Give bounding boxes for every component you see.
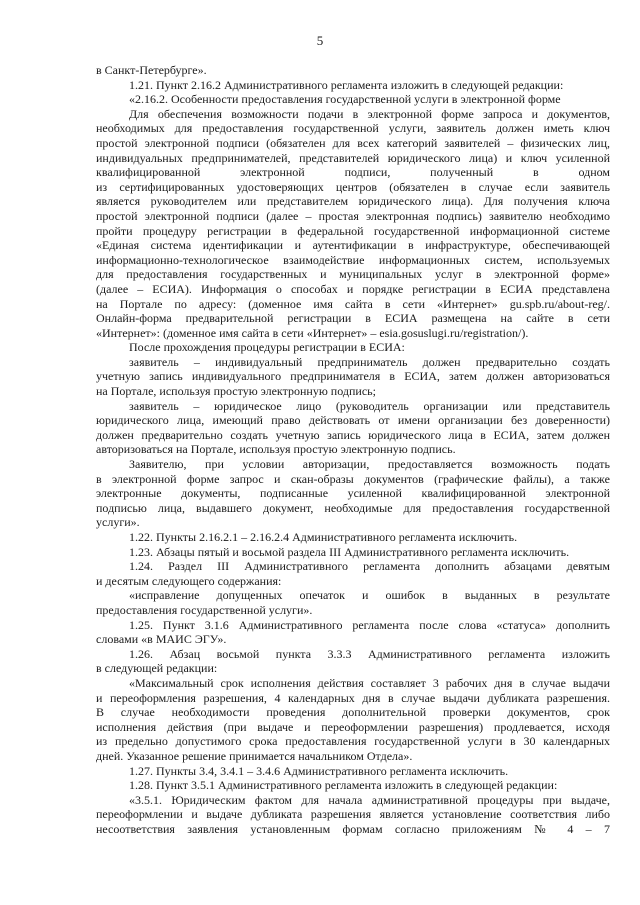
text-line: дней. Указанное решение принимается начальником Отдела». (96, 748, 413, 763)
text-line: пройти процедуру регистрации в федеральной государственной информационной системе (96, 223, 610, 238)
text-line: и переоформления разрешения, 4 календарных дня в случае выдачи дубликата разрешения. (96, 690, 610, 705)
text-line: «3.5.1. Юридическим фактом для начала административной процедуры при выдаче, (129, 792, 610, 807)
text-line: предоставления государственной услуги». (96, 602, 313, 617)
text-line: на Портале по адресу: (доменное имя сайта в сети «Интернет» gu.spb.ru/about-reg/. (96, 296, 610, 311)
text-line: является руководителем или представителем юридического лица). Для получения ключа (96, 194, 610, 209)
text-line: простой электронной подписи (далее – простая электронная подпись) заявителю необходимо (96, 208, 610, 223)
text-line: юридического лица, имеющий право действовать от имени организации без доверенности) (96, 413, 610, 428)
text-line: из предельно допустимого срока предоставления государственной услуги в 30 календарных (96, 734, 610, 749)
text-line: для предоставления государственных и муниципальных услуг в электронной форме» (96, 267, 610, 282)
text-line: Онлайн-форма предварительной регистрации в ЕСИА размещена на сайте в сети (96, 311, 610, 326)
text-line: простой электронной подписи (обязателен для всех категорий заявителей – физических лиц, (96, 135, 610, 150)
text-line: из сертифицированных удостоверяющих центров (обязателен в случае если заявитель (96, 179, 610, 194)
text-line: в следующей редакции: (96, 661, 218, 676)
text-line: Для обеспечения возможности подачи в электронной форме запроса и документов, (129, 106, 610, 121)
text-line: 1.27. Пункты 3.4, 3.4.1 – 3.4.6 Административного регламента исключить. (129, 763, 509, 778)
text-line: учетную запись индивидуального предпринимателя в ЕСИА, затем должен авторизоваться (96, 369, 610, 384)
text-line: заявитель – индивидуальный предприниматель должен предварительно создать (129, 354, 610, 369)
text-line: должен предварительно создать учетную запись юридического лица в ЕСИА, затем должен (96, 427, 610, 442)
text-line: 1.24. Раздел III Административного регламента дополнить абзацами девятым (129, 559, 610, 574)
text-line: индивидуальных предпринимателей, представителей юридического лица) и ключ усиленной (96, 150, 610, 165)
text-line: «2.16.2. Особенности предоставления государственной услуги в электронной форме (129, 92, 561, 107)
text-line: 1.26. Абзац восьмой пункта 3.3.3 Административного регламента изложить (129, 646, 610, 661)
text-line: и десятым следующего содержания: (96, 573, 282, 588)
text-line: авторизоваться на Портале, используя простую электронную подпись. (96, 442, 456, 457)
text-line: «Единая система идентификации и аутентификации в инфраструктуре, обеспечивающей (96, 238, 610, 253)
text-line: необходимых для предоставления государственной услуги, заявитель должен иметь ключ (96, 121, 610, 136)
text-line: Заявителю, при условии авторизации, предоставляется возможность подать (129, 457, 610, 472)
text-line: 1.22. Пункты 2.16.2.1 – 2.16.2.4 Административного регламента исключить. (129, 530, 518, 544)
text-line: 1.28. Пункт 3.5.1 Административного регламента изложить в следующей редакции: (129, 778, 558, 793)
text-line: «Максимальный срок исполнения действия составляет 3 рабочих дня в случае выдачи (129, 675, 610, 690)
text-line: несоответствия заявления установленным формам согласно приложениям № 4 – 7 (96, 821, 610, 836)
text-line: 1.21. Пункт 2.16.2 Административного регламента изложить в следующей редакции: (129, 77, 564, 92)
text-line: электронные документы, подписанные усиленной квалифицированной электронной (96, 486, 610, 501)
text-line: 1.23. Абзацы пятый и восьмой раздела III Административного регламента исключить. (129, 544, 570, 559)
text-line: словами «в МАИС ЭГУ». (96, 632, 227, 647)
document-body (96, 63, 610, 836)
text-line: квалифицированной электронной подписи, полученный в одном (96, 165, 610, 180)
text-line: 1.25. Пункт 3.1.6 Административного регламента после слова «статуса» дополнить (129, 617, 610, 632)
text-line: «Интернет»: (доменное имя сайта в сети «Интернет» – esia.gosuslugi.ru/registration/). (96, 325, 529, 340)
text-line: услуги». (96, 515, 140, 530)
text-line: в электронной форме запрос и скан-образы документов (графические файлы), а также (96, 471, 610, 486)
text-line: (далее – ЕСИА). Информация о способах и порядке регистрации в ЕСИА представлена (96, 281, 610, 296)
text-line: «исправление допущенных опечаток и ошибок в выданных в результате (129, 588, 610, 603)
text-line: В случае необходимости проведения дополнительной проверки документов, срок (96, 705, 610, 720)
text-line: на Портале, используя простую электронную подпись; (96, 384, 376, 399)
text-line: переоформлении и выдаче дубликата разрешения является установление соответствия либо (96, 807, 610, 822)
text-line: После прохождения процедуры регистрации в ЕСИА: (129, 340, 405, 355)
text-line: заявитель – юридическое лицо (руководитель организации или представитель (129, 398, 610, 413)
page-number: 5 (316, 33, 324, 48)
text-line: в Санкт-Петербурге». (96, 63, 207, 77)
text-line: информационно-технологическое взаимодействие информационных систем, используемых (96, 252, 610, 267)
text-line: исполнения действия (при выдаче и переоформлении разрешения) продлевается, исходя (96, 719, 610, 734)
text-line: подписью лица, выдавшего документ, необходимые для предоставления государственной (96, 500, 610, 515)
